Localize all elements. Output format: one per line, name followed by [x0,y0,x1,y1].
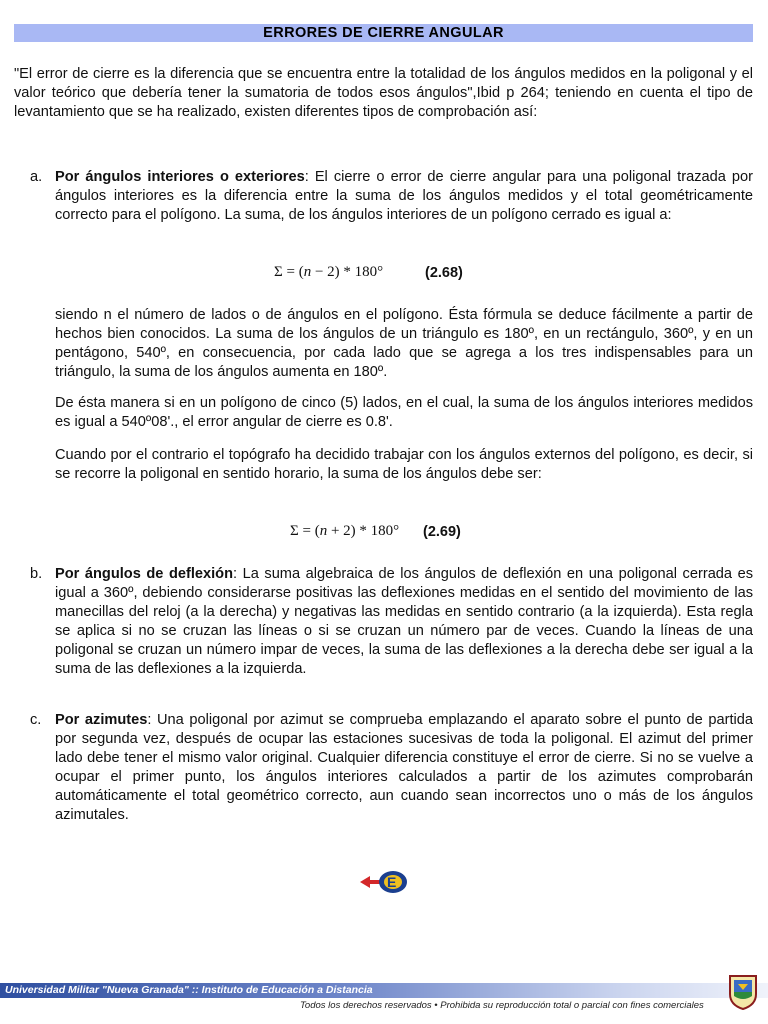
item-b-text: : La suma algebraica de los ángulos de deflexión en una poligonal cerrada es igual a 360º, debiendo considerarse positivas las deflexiones medidas en el sentido del movimiento de las manecillas del reloj (a la derecha) y negativas las medidas en sentido contrario (a la izquierda). Esta regla se aplica si no se cruzan las líneas o si se cruzan un número par de veces. Cuando la líneas de una poligonal se cruzan un número impar de veces, la suma de las deflexiones a la derecha debe ser igual a la suma de las deflexiones a la izquierda. [55,566,753,677]
item-a-text: : El cierre o error de cierre angular para una poligonal trazada por ángulos interiores es la diferencia entre la suma de los ángulos medidos y el total geométricamente correcto para el polígono. La suma, de los ángulos interiores de un polígono cerrado es igual a: [55,169,753,223]
footer-institution-bar: Universidad Militar "Nueva Granada" :: Instituto de Educación a Distancia [0,983,768,998]
item-a-paragraph [55,168,753,225]
item-b-letter: b. [30,566,43,582]
item-a-paragraph-2: siendo n el número de lados o de ángulos en el polígono. Ésta fórmula se deduce fácilmente a partir de hechos bien conocidos. La suma de los ángulos de un triángulo es 180º, en un rectángulo, 360º, y en un pentágono, 540º, en consecuencia, por cada lado que se agrega a los tres indispensables para un triángulo, la suma de los ángulos aumenta en 180º. [55,307,753,380]
page-title: ERRORES DE CIERRE ANGULAR [14,24,753,42]
university-shield-logo [726,970,760,1010]
item-c-heading: Por azimutes [55,712,148,728]
formula-2-69: Σ = (n + 2) * 180° [290,523,400,539]
footer-rights-note: Todos los derechos reservados • Prohibida su reproducción total o parcial con fines comerciales [300,1000,704,1011]
formula-2-68: Σ = (n − 2) * 180° [274,264,384,280]
item-b-paragraph [55,565,753,679]
item-c-text: : Una poligonal por azimut se comprueba emplazando el aparato sobre el punto de partida por segunda vez, después de ocupar las estaciones sucesivas de toda la poligonal. El azimut del primer lado debe tener el mismo valor original. Cualquier diferencia constituye el error de cierre. Si no se vuelve a ocupar el primer punto, los ángulos interiores calculados a partir de los azimutes comprobarán automáticamente el total geométrico correcto, aun cuando sean incorrectos uno o más de los ángulos azimutales. [55,712,753,823]
intro-paragraph: "El error de cierre es la diferencia que se encuentra entre la totalidad de los ángulos medidos en la poligonal y el valor teórico que debería tener la sumatoria de todos esos ángulos",Ibid p 264; teniendo en cuenta el tipo de levantamiento que se ha realizado, existen diferentes tipos de comprobación así: [14,66,753,120]
item-b-heading: Por ángulos de deflexión [55,566,234,582]
item-c-paragraph [55,711,753,825]
item-c-letter: c. [30,712,42,728]
equation-number-2-69: (2.69) [423,524,461,540]
equation-number-2-68: (2.68) [425,265,463,281]
item-a-paragraph-3: De ésta manera si en un polígono de cinco (5) lados, en el cual, la suma de los ángulos interiores medidos es igual a 540º08'., el error angular de cierre es 0.8'. [55,395,753,430]
back-arrow-icon[interactable] [358,869,412,895]
svg-text:E: E [387,874,397,890]
item-a-letter: a. [30,169,43,185]
item-a-heading: Por ángulos interiores o exteriores [55,169,305,185]
item-a-paragraph-4: Cuando por el contrario el topógrafo ha decidido trabajar con los ángulos externos del polígono, es decir, si se recorre la poligonal en sentido horario, la suma de los ángulos debe ser: [55,447,753,482]
